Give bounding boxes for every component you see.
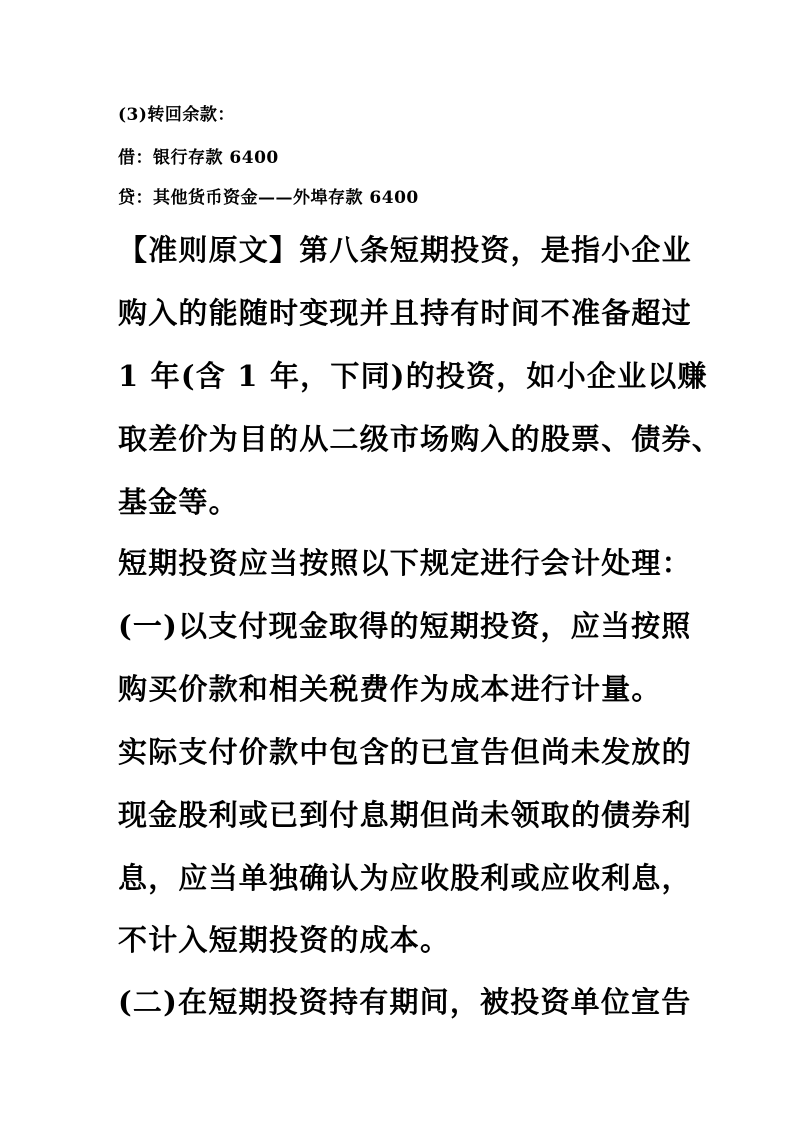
paragraph-line: 基金等。 — [118, 485, 239, 519]
paragraph-line: 实际支付价款中包含的已宣告但尚未发放的 — [118, 735, 692, 769]
paragraph-line: 现金股利或已到付息期但尚未领取的债券利 — [118, 798, 692, 832]
paragraph-line: 短期投资应当按照以下规定进行会计处理： — [118, 546, 692, 580]
paragraph-line: 不计入短期投资的成本。 — [118, 923, 451, 957]
paragraph-line: 购买价款和相关税费作为成本进行计量。 — [118, 672, 662, 706]
paragraph-line: 息，应当单独确认为应收股利或应收利息， — [118, 861, 692, 895]
debit-entry: 借：银行存款 6400 — [118, 148, 279, 168]
paragraph-line: 购入的能随时变现并且持有时间不准备超过 — [118, 296, 692, 330]
paragraph-line: (一)以支付现金取得的短期投资，应当按照 — [118, 609, 692, 643]
credit-entry: 贷：其他货币资金——外埠存款 6400 — [118, 188, 419, 208]
paragraph-line: 取差价为目的从二级市场购入的股票、债券、 — [118, 422, 723, 456]
paragraph-line: 【准则原文】第八条短期投资，是指小企业 — [118, 233, 692, 267]
paragraph-line: 1 年(含 1 年，下同)的投资，如小企业以赚 — [118, 359, 708, 393]
paragraph-line: (二)在短期投资持有期间，被投资单位宣告 — [118, 985, 692, 1019]
entry-heading: (3)转回余款： — [118, 105, 235, 125]
